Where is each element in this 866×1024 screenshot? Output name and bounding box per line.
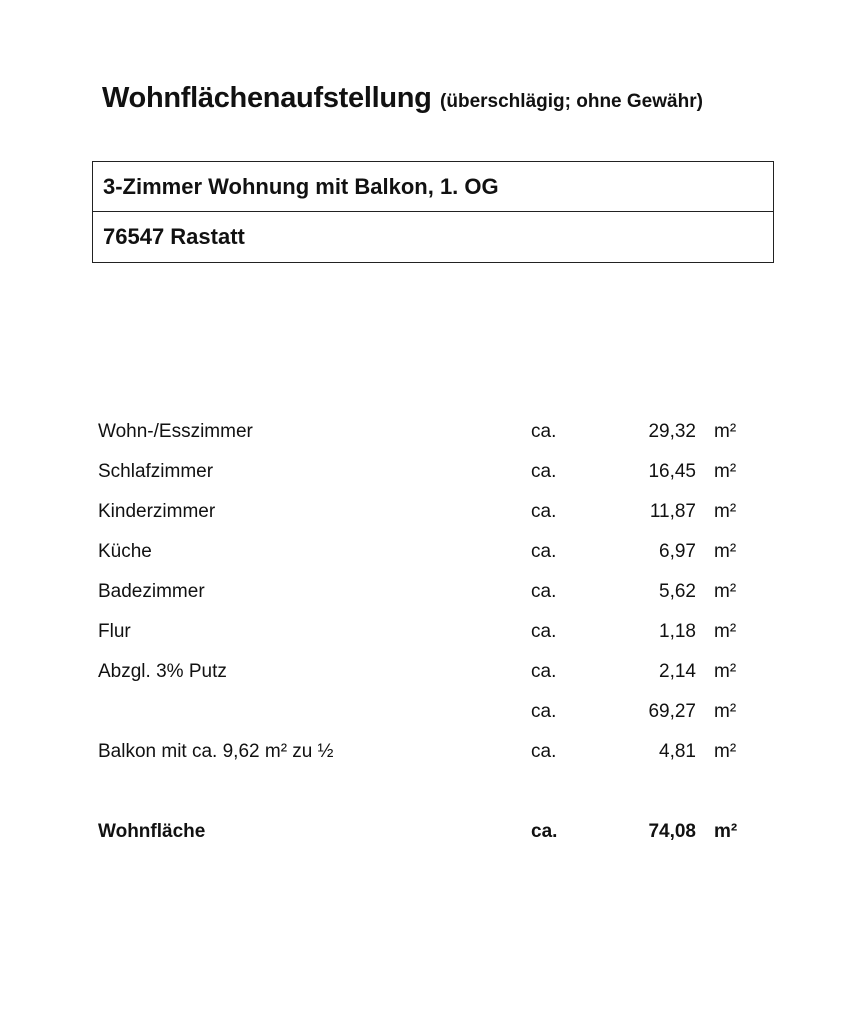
- table-row: [0, 412, 866, 452]
- area-unit: m²: [714, 821, 738, 842]
- document-title: Wohnflächenaufstellung: [102, 82, 432, 114]
- total-value: 74,08: [648, 821, 696, 842]
- area-value: 1,18: [659, 621, 696, 642]
- table-row: [0, 572, 866, 612]
- area-unit: m²: [714, 461, 737, 482]
- apartment-description: 3-Zimmer Wohnung mit Balkon, 1. OG: [93, 162, 773, 212]
- room-label: Flur: [98, 621, 131, 642]
- area-unit: m²: [714, 621, 737, 642]
- approx-label: ca.: [531, 741, 557, 762]
- property-info-box: [92, 161, 774, 263]
- area-unit: m²: [714, 741, 737, 762]
- table-row: [0, 532, 866, 572]
- room-label: Abzgl. 3% Putz: [98, 661, 227, 682]
- area-value: 11,87: [649, 501, 696, 522]
- area-unit: m²: [714, 581, 737, 602]
- approx-label: ca.: [531, 501, 557, 522]
- approx-label: ca.: [531, 661, 557, 682]
- table-row: [0, 732, 866, 772]
- room-label: Wohn-/Esszimmer: [98, 421, 253, 442]
- total-label: Wohnfläche: [98, 821, 206, 842]
- table-row: [0, 492, 866, 532]
- room-label: Schlafzimmer: [98, 461, 214, 482]
- approx-label: ca.: [531, 581, 557, 602]
- area-value: 6,97: [659, 541, 696, 562]
- area-unit: m²: [714, 421, 737, 442]
- area-value: 2,14: [659, 661, 696, 682]
- room-label: Balkon mit ca. 9,62 m² zu ½: [98, 741, 334, 762]
- total-row: [0, 812, 866, 852]
- approx-label: ca.: [531, 461, 557, 482]
- table-row: [0, 452, 866, 492]
- area-value: 16,45: [648, 461, 696, 482]
- page-title: [102, 82, 703, 115]
- spacer: [0, 772, 866, 812]
- room-label: Badezimmer: [98, 581, 205, 602]
- area-unit: m²: [714, 501, 737, 522]
- approx-label: ca.: [531, 421, 557, 442]
- approx-label: ca.: [531, 821, 558, 842]
- area-table: [0, 412, 866, 852]
- approx-label: ca.: [531, 621, 557, 642]
- room-label: Kinderzimmer: [98, 501, 216, 522]
- table-row: [0, 612, 866, 652]
- room-label: Küche: [98, 541, 152, 562]
- document-subtitle: (überschlägig; ohne Gewähr): [440, 91, 703, 112]
- area-unit: m²: [714, 661, 737, 682]
- area-value: 29,32: [648, 421, 696, 442]
- apartment-location: 76547 Rastatt: [103, 224, 245, 249]
- area-unit: m²: [714, 541, 737, 562]
- area-unit: m²: [714, 701, 737, 722]
- approx-label: ca.: [531, 701, 557, 722]
- area-value: 4,81: [659, 741, 696, 762]
- table-row: [0, 652, 866, 692]
- approx-label: ca.: [531, 541, 557, 562]
- area-value: 5,62: [659, 581, 696, 602]
- subtotal-row: [0, 692, 866, 732]
- area-value: 69,27: [648, 701, 696, 722]
